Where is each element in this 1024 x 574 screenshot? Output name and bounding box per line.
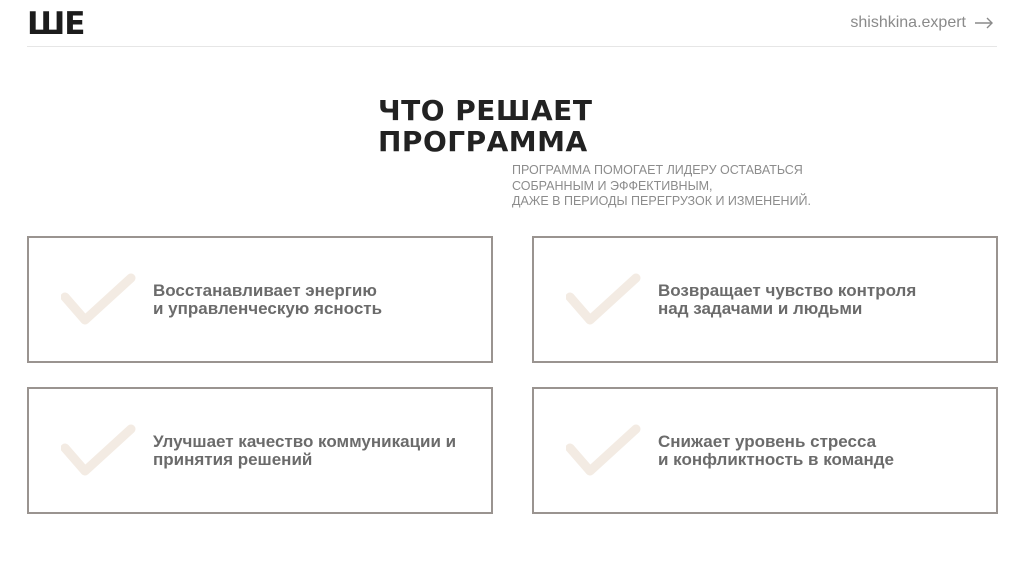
benefit-text bbox=[658, 282, 916, 318]
brand-logo[interactable]: ШЕ bbox=[27, 6, 85, 42]
benefit-text bbox=[658, 433, 894, 469]
header-divider bbox=[27, 46, 997, 47]
site-link-label: shishkina.expert bbox=[850, 14, 966, 31]
benefit-text-line: над задачами и людьми bbox=[658, 299, 863, 318]
page-title-line: ПРОГРАММА bbox=[378, 125, 588, 158]
checkmark-icon bbox=[61, 423, 137, 481]
benefit-text-line: и конфликтность в команде bbox=[658, 450, 894, 469]
subtitle-line: ПРОГРАММА ПОМОГАЕТ ЛИДЕРУ ОСТАВАТЬСЯ bbox=[512, 163, 803, 177]
checkmark-icon bbox=[61, 272, 137, 330]
subtitle-line: ДАЖЕ В ПЕРИОДЫ ПЕРЕГРУЗОК И ИЗМЕНЕНИЙ. bbox=[512, 194, 812, 208]
benefit-card bbox=[532, 387, 998, 514]
benefit-card bbox=[532, 236, 998, 363]
checkmark-icon bbox=[566, 272, 642, 330]
benefit-text-line: и управленческую ясность bbox=[153, 299, 383, 318]
page-title-line: ЧТО РЕШАЕТ bbox=[378, 94, 593, 127]
benefit-text-line: Возвращает чувство контроля bbox=[658, 281, 917, 300]
benefit-card bbox=[27, 236, 493, 363]
arrow-right-icon bbox=[974, 17, 994, 29]
checkmark-icon bbox=[566, 423, 642, 481]
page-title bbox=[378, 95, 592, 157]
benefit-text bbox=[153, 282, 382, 318]
page-subtitle bbox=[512, 163, 811, 210]
benefit-text-line: Восстанавливает энергию bbox=[153, 281, 377, 300]
benefit-text-line: Улучшает качество коммуникации и bbox=[153, 432, 457, 451]
subtitle-line: СОБРАННЫМ И ЭФФЕКТИВНЫМ, bbox=[512, 178, 713, 193]
benefit-text-line: принятия решений bbox=[153, 450, 313, 469]
site-link[interactable] bbox=[850, 12, 994, 34]
benefit-card bbox=[27, 387, 493, 514]
benefit-text bbox=[153, 433, 456, 469]
benefit-text-line: Снижает уровень стресса bbox=[658, 432, 877, 451]
